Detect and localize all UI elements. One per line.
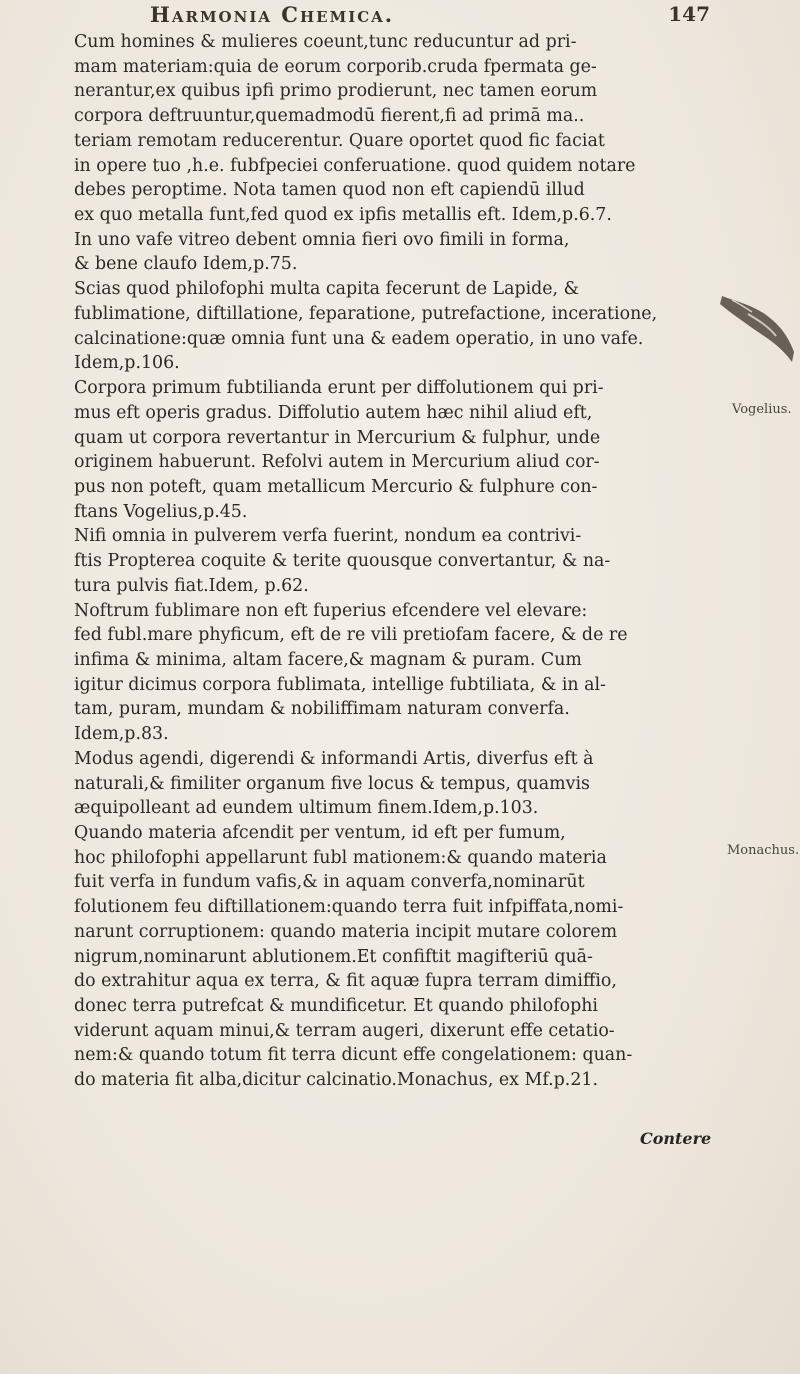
text-line: Corpora primum fubtilianda erunt per diffolutionem qui pri- [74, 378, 604, 399]
text-line: Idem,p.106. [74, 353, 180, 374]
text-line: debes peroptime. Nota tamen quod non eft capiendū illud [74, 180, 585, 201]
text-line: Noftrum fublimare non eft fuperius efcendere vel elevare: [74, 600, 588, 621]
text-line: pus non poteft, quam metallicum Mercurio & fulphure con- [74, 476, 598, 497]
text-line: ftis Propterea coquite & terite quousque convertantur, & na- [74, 551, 611, 572]
text-line: æquipolleant ad eundem ultimum finem.Idem,p.103. [74, 798, 539, 819]
catchword: Contere [640, 1129, 712, 1148]
text-line: nerantur,ex quibus ipfi primo prodierunt, nec tamen eorum [74, 81, 598, 102]
text-line: igitur dicimus corpora fublimata, intellige fubtiliata, & in al- [74, 674, 606, 695]
body-text [74, 30, 722, 1093]
text-line: Idem,p.83. [74, 724, 169, 745]
text-line: mus eft operis gradus. Diffolutio autem hæc nihil aliud eft, [74, 402, 593, 423]
text-line: Cum homines & mulieres coeunt,tunc reducuntur ad pri- [74, 32, 577, 52]
text-line: originem habuerunt. Refolvi autem in Mercurium aliud cor- [74, 452, 600, 473]
text-line: do materia fit alba,dicitur calcinatio.Monachus, ex Mf.p.21. [74, 1070, 598, 1091]
text-line: In uno vafe vitreo debent omnia fieri ovo fimili in forma, [74, 229, 570, 250]
running-title: Harmonia Chemica. [150, 2, 395, 27]
text-line: fed fubl.mare phyficum, eft de re vili pretiofam facere, & de re [74, 625, 628, 646]
text-line: naturali,& fimiliter organum five locus & tempus, quamvis [74, 773, 590, 794]
page-header [150, 2, 710, 32]
text-line: in opere tuo ,h.e. fubfpeciei conferuatione. quod quidem notare [74, 155, 636, 176]
text-line: Nifi omnia in pulverem verfa fuerint, nondum ea contrivi- [74, 526, 582, 547]
text-line: tam, puram, mundam & nobiliffimam naturam converfa. [74, 699, 570, 720]
text-line: nigrum,nominarunt ablutionem.Et confiftit magifteriū quā- [74, 946, 593, 967]
text-line: hoc philofophi appellarunt fubl mationem:& quando materia [74, 847, 607, 868]
text-line: fublimatione, diftillatione, feparatione, putrefactione, inceratione, [74, 303, 658, 324]
text-line: Quando materia afcendit per ventum, id eft per fumum, [74, 823, 566, 843]
text-line: donec terra putrefcat & mundificetur. Et quando philofophi [74, 996, 598, 1017]
text-line: quam ut corpora revertantur in Mercurium & fulphur, unde [74, 427, 601, 448]
text-line: ex quo metalla funt,fed quod ex ipfis metallis eft. Idem,p.6.7. [74, 205, 612, 226]
text-line: fuit verfa in fundum vafis,& in aquam converfa,nominarūt [74, 872, 585, 893]
ink-stain-icon [718, 292, 796, 364]
text-line: viderunt aquam minui,& terram augeri, dixerunt effe cetatio- [74, 1020, 615, 1041]
text-line: Modus agendi, digerendi & informandi Artis, diverfus eft à [74, 748, 594, 769]
text-line: & bene claufo Idem,p.75. [74, 254, 298, 275]
text-line: teriam remotam reducerentur. Quare oportet quod fic faciat [74, 130, 605, 151]
text-line: corpora deftruuntur,quemadmodū fierent,fi ad primā ma.. [74, 106, 585, 127]
margin-note-vogelius: Vogelius. [732, 402, 792, 417]
margin-note-monachus: Monachus. [727, 843, 800, 858]
text-line: infima & minima, altam facere,& magnam & puram. Cum [74, 649, 582, 670]
page-number: 147 [668, 2, 710, 26]
text-line: nem:& quando totum fit terra dicunt effe congelationem: quan- [74, 1045, 633, 1066]
text-line: narunt corruptionem: quando materia incipit mutare colorem [74, 921, 618, 942]
text-line: Scias quod philofophi multa capita fecerunt de Lapide, & [74, 279, 580, 300]
text-line: folutionem feu diftillationem:quando terra fuit infpiffata,nomi- [74, 897, 624, 918]
text-line: calcinatione:quæ omnia funt una & eadem operatio, in uno vafe. [74, 328, 644, 349]
text-line: ftans Vogelius,p.45. [74, 501, 248, 522]
text-line: do extrahitur aqua ex terra, & fit aquæ fupra terram dimiffio, [74, 971, 617, 992]
text-line: mam materiam:quia de eorum corporib.cruda fpermata ge- [74, 56, 597, 77]
text-line: tura pulvis fiat.Idem, p.62. [74, 575, 309, 596]
